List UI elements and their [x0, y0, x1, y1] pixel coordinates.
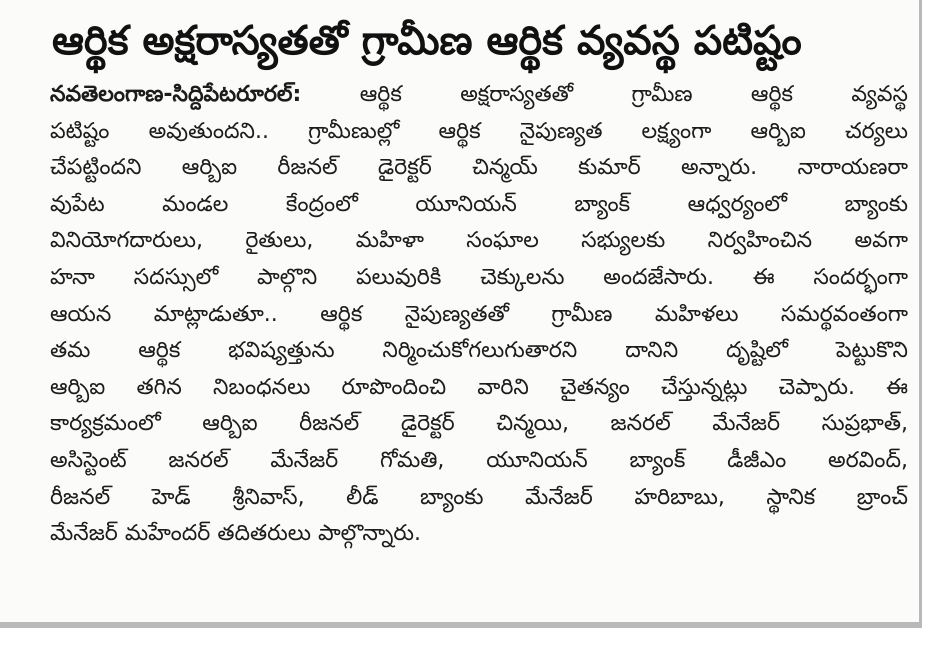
article-line-5: వినియోగదారులు, రైతులు, మహిళా సంఘాల సభ్యులకు నిర్వహించిన అవగా [50, 228, 908, 254]
article-line-3: చేపట్టిందని ఆర్బిఐ రీజనల్‌ డైరెక్టర్‌ చిన్మయ్‌ కుమార్‌ అన్నారు. నారాయణరా [50, 155, 908, 181]
article-line-4: వుపేట మండల కేంద్రంలో యూనియన్‌ బ్యాంక్‌ ఆధ్వర్యంలో బ్యాంకు [50, 191, 908, 217]
article-line-11: అసిస్టెంట్‌ జనరల్‌ మేనేజర్‌ గోమతి, యూనియన్‌ బ్యాంక్‌ డీజీఎం అరవింద్‌, [50, 447, 908, 473]
article-line-6: హనా సదస్సులో పాల్గొని పలువురికి చెక్కులను అందజేసారు. ఈ సందర్భంగా [50, 264, 908, 290]
article-line-1 [50, 77, 908, 114]
headline: ఆర్థిక అక్షరాస్యతతో గ్రామీణ ఆర్థిక వ్యవస్థ పటిష్టం [52, 18, 802, 64]
dateline: నవతెలంగాణ-సిద్దిపేటరూరల్‌: [50, 82, 302, 107]
bottom-margin [0, 628, 933, 645]
article-line-8: తమ ఆర్థిక భవిష్యత్తును నిర్మించుకోగలుగుతారని దానిని దృష్టిలో పెట్టుకొని [50, 338, 908, 364]
article-line-7: ఆయన మాట్లాడుతూ.. ఆర్థిక నైపుణ్యతతో గ్రామీణ మహిళలు సమర్థవంతంగా [50, 301, 908, 327]
article-line-13: మేనేజర్‌ మహేందర్‌ తదితరులు పాల్గొన్నారు. [50, 521, 421, 547]
article-line-12: రీజనల్‌ హెడ్‌ శ్రీనివాస్‌, లీడ్‌ బ్యాంకు మేనేజర్‌ హరిబాబు, స్థానిక బ్రాంచ్‌ [50, 484, 908, 510]
article-line-1-text: ఆర్థిక అక్షరాస్యతతో గ్రామీణ ఆర్థిక వ్యవస్థ [359, 82, 908, 107]
article-line-10: కార్యక్రమంలో ఆర్బిఐ రీజనల్‌ డైరెక్టర్‌ చిన్మయి, జనరల్‌ మేనేజర్‌ సుప్రభాత్‌, [50, 411, 908, 437]
article-line-9: ఆర్బిఐ తగిన నిబంధనలు రూపొందించి వారిని చైతన్యం చేస్తున్నట్లు చెప్పారు. ఈ [50, 374, 908, 400]
article-line-2: పటిష్టం అవుతుందని.. గ్రామీణుల్లో ఆర్థిక నైపుణ్యత లక్ష్యంగా ఆర్బిఐ చర్యలు [50, 118, 908, 144]
article-body [50, 77, 908, 553]
